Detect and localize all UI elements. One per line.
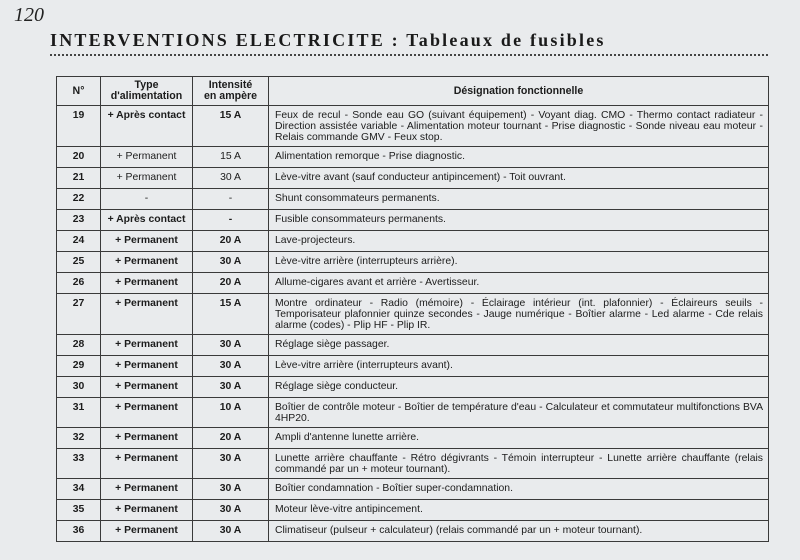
page-number: 120 (14, 4, 44, 26)
designation-cell: Lève-vitre avant (sauf conducteur antipincement) - Toit ouvrant. (269, 168, 769, 189)
fuse-number-cell: 23 (57, 210, 101, 231)
header-amperage-line2: en ampère (204, 90, 257, 102)
amperage-cell: 30 A (193, 521, 269, 542)
supply-type-cell: + Permanent (101, 252, 193, 273)
fuse-number-cell: 19 (57, 106, 101, 147)
page-title: INTERVENTIONS ELECTRICITE : Tableaux de fusibles (50, 30, 606, 50)
supply-type-cell: - (101, 189, 193, 210)
table-row (57, 189, 769, 210)
table-row (57, 428, 769, 449)
fuse-number-cell: 24 (57, 231, 101, 252)
table-row (57, 398, 769, 428)
fuse-number-cell: 34 (57, 479, 101, 500)
table-row (57, 106, 769, 147)
designation-cell: Montre ordinateur - Radio (mémoire) - Éclairage intérieur (int. plafonnier) - Éclaireurs seuils - Temporisateur plafonnier quinze secondes - Jauge numérique - Boîtier alarme - Led alarme - Cde relais alarme (codes) - Plip HF - Plip IR. (269, 294, 769, 335)
amperage-cell: 15 A (193, 147, 269, 168)
header-type-line2: d'alimentation (110, 90, 183, 102)
fuse-number-cell: 31 (57, 398, 101, 428)
designation-cell: Fusible consommateurs permanents. (269, 210, 769, 231)
amperage-cell: 20 A (193, 273, 269, 294)
table-row (57, 273, 769, 294)
amperage-cell: 20 A (193, 231, 269, 252)
table-row (57, 294, 769, 335)
fuse-number-cell: 27 (57, 294, 101, 335)
fuse-number-cell: 28 (57, 335, 101, 356)
supply-type-cell: + Permanent (101, 168, 193, 189)
designation-cell: Moteur lève-vitre antipincement. (269, 500, 769, 521)
designation-cell: Lunette arrière chauffante - Rétro dégivrants - Témoin interrupteur - Lunette arrière chauffante (relais commandé par un + moteur tournant). (269, 449, 769, 479)
fuse-number-cell: 25 (57, 252, 101, 273)
table-row (57, 252, 769, 273)
supply-type-cell: + Permanent (101, 273, 193, 294)
supply-type-cell: + Permanent (101, 231, 193, 252)
amperage-cell: 30 A (193, 479, 269, 500)
amperage-cell: 30 A (193, 335, 269, 356)
amperage-cell: 30 A (193, 168, 269, 189)
supply-type-cell: + Permanent (101, 147, 193, 168)
table-row (57, 479, 769, 500)
designation-cell: Ampli d'antenne lunette arrière. (269, 428, 769, 449)
designation-cell: Shunt consommateurs permanents. (269, 189, 769, 210)
designation-cell: Lève-vitre arrière (interrupteurs arrière). (269, 252, 769, 273)
table-row (57, 500, 769, 521)
fuse-number-cell: 26 (57, 273, 101, 294)
amperage-cell: 30 A (193, 500, 269, 521)
table-row (57, 147, 769, 168)
amperage-cell: 30 A (193, 377, 269, 398)
amperage-cell: 15 A (193, 106, 269, 147)
header-type (101, 77, 193, 106)
fuse-number-cell: 35 (57, 500, 101, 521)
amperage-cell: - (193, 210, 269, 231)
supply-type-cell: + Permanent (101, 500, 193, 521)
fuse-number-cell: 22 (57, 189, 101, 210)
amperage-cell: - (193, 189, 269, 210)
fuse-number-cell: 32 (57, 428, 101, 449)
designation-cell: Climatiseur (pulseur + calculateur) (relais commandé par un + moteur tournant). (269, 521, 769, 542)
table-row (57, 210, 769, 231)
designation-cell: Réglage siège conducteur. (269, 377, 769, 398)
fuse-number-cell: 29 (57, 356, 101, 377)
supply-type-cell: + Après contact (101, 210, 193, 231)
fuse-table (56, 76, 769, 542)
header-designation: Désignation fonctionnelle (269, 77, 769, 106)
table-row (57, 449, 769, 479)
designation-cell: Alimentation remorque - Prise diagnostic. (269, 147, 769, 168)
supply-type-cell: + Permanent (101, 521, 193, 542)
table-row (57, 356, 769, 377)
designation-cell: Allume-cigares avant et arrière - Avertisseur. (269, 273, 769, 294)
designation-cell: Boîtier de contrôle moteur - Boîtier de température d'eau - Calculateur et commutateur multifonctions BVA 4HP20. (269, 398, 769, 428)
fuse-number-cell: 33 (57, 449, 101, 479)
amperage-cell: 15 A (193, 294, 269, 335)
table-row (57, 231, 769, 252)
fuse-number-cell: 36 (57, 521, 101, 542)
supply-type-cell: + Permanent (101, 356, 193, 377)
dotted-divider (50, 54, 768, 56)
designation-cell: Lève-vitre arrière (interrupteurs avant). (269, 356, 769, 377)
header-amperage (193, 77, 269, 106)
table-row (57, 521, 769, 542)
header-number: N° (57, 77, 101, 106)
supply-type-cell: + Permanent (101, 294, 193, 335)
supply-type-cell: + Permanent (101, 449, 193, 479)
amperage-cell: 10 A (193, 398, 269, 428)
amperage-cell: 30 A (193, 356, 269, 377)
amperage-cell: 30 A (193, 449, 269, 479)
table-row (57, 168, 769, 189)
table-header-row (57, 77, 769, 106)
table-row (57, 335, 769, 356)
fuse-number-cell: 21 (57, 168, 101, 189)
amperage-cell: 30 A (193, 252, 269, 273)
table-row (57, 377, 769, 398)
supply-type-cell: + Permanent (101, 428, 193, 449)
designation-cell: Boîtier condamnation - Boîtier super-condamnation. (269, 479, 769, 500)
header-type-line1: Type (134, 79, 159, 91)
fuse-number-cell: 30 (57, 377, 101, 398)
designation-cell: Feux de recul - Sonde eau GO (suivant équipement) - Voyant diag. CMO - Thermo contact radiateur - Direction assistée variable - Alimentation moteur tournant - Prise diagnostic - Sonde niveau eau moteur - Relais commande GMV - Feux stop. (269, 106, 769, 147)
amperage-cell: 20 A (193, 428, 269, 449)
supply-type-cell: + Permanent (101, 377, 193, 398)
designation-cell: Lave-projecteurs. (269, 231, 769, 252)
supply-type-cell: + Permanent (101, 398, 193, 428)
supply-type-cell: + Après contact (101, 106, 193, 147)
fuse-number-cell: 20 (57, 147, 101, 168)
supply-type-cell: + Permanent (101, 479, 193, 500)
header-amperage-line1: Intensité (208, 79, 253, 91)
supply-type-cell: + Permanent (101, 335, 193, 356)
designation-cell: Réglage siège passager. (269, 335, 769, 356)
